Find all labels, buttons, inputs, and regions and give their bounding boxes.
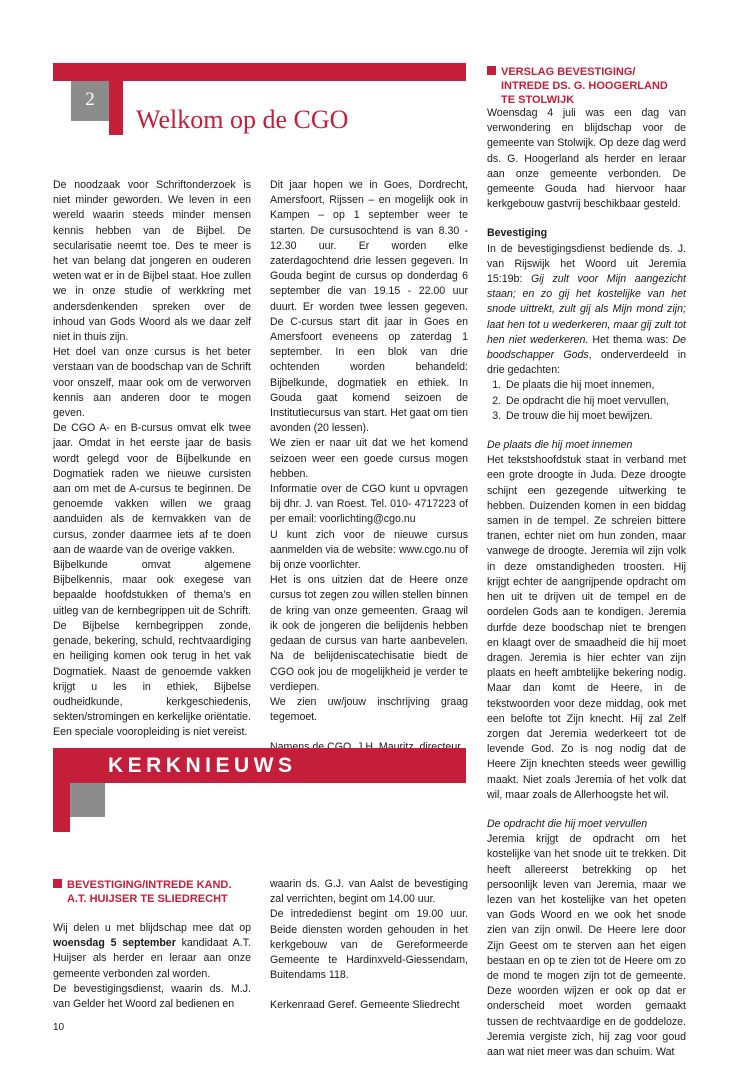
verslag-paragraph: Het tekstshoofdstuk staat in verband met een grote droogte in Juda. Deze droogte schijnt een gezegende uitwerking te hebben. Duizenden komen in een biddag samen in de tempel. Ze schreien bittere tranen, echter niet om hun zonden, maar vanwege de droogte. Jeremia wil zijn volk in deze omstandigheden troosten. Hij krijgt echter de aangrijpende opdracht om hen uit te drijven uit de tempel en de oordelen Gods aan te kondigen. Jeremia durfde deze boodschap niet te brengen en klaagt over de smaadheid die hij moet dragen. Jeremia is hier echter van zijn plaats en heeft ambtelijke bekering nodig. Maar dan komt de Heere, in de tekstwoorden voor deze middag, ook met een belofte tot Zijn knecht. Hij zal Zelf zorgen dat Jeremia wederkeert tot de levende God. Zo is nog nodig dat de Heere Zijn knechten steeds weer gewillig maakt. Niet zoals Jeremia of het volk dat wil, maar zoals de Allerhoogste het wil. (487, 454, 686, 801)
welkom-paragraph: U kunt zich voor de nieuwe cursus aanmelden via de website: www.cgo.nu of bij onze voorlichter. (270, 528, 468, 572)
article-sliedrecht-col2 (270, 877, 468, 1014)
article-heading-sliedrecht: BEVESTIGING/INTREDE KAND. A.T. HUIJSER TE SLIEDRECHT (53, 878, 253, 906)
welkom-paragraph: Het is ons uitzien dat de Heere onze cursus tot zegen zou willen stellen binnen de kring van onze gemeenten. Graag wil ik ook de jongeren die belijdenis hebben gedaan de cursus van harte aanbevelen. Na de belijdeniscatechisatie biedt de CGO ook jou de mogelijkheid je verder te verdiepen. (270, 574, 468, 693)
heading-square-icon (487, 66, 496, 75)
article-paragraph: De intrededienst begint om 19.00 uur. Beide diensten worden gehouden in het kerkgebouw van de Gereformeerde Gemeente te Hardinxveld-Giessendam, Buitendams 118. (270, 908, 468, 982)
verslag-subtitle: De opdracht die hij moet vervullen (487, 817, 648, 830)
thema-points (487, 378, 686, 424)
welkom-paragraph: De CGO A- en B-cursus omvat elk twee jaar. Omdat in het eerste jaar de basis wordt gelegd voor de Bijbelkunde en Dogmatiek raden we nieuwe cursisten aan om met de A-cursus te beginnen. De genoemde vakken willen we graag aanduiden als de kernvakken van de cursus, zonder daarmee iets af te doen aan de waarde van de overige vakken. (53, 422, 251, 556)
list-item: 2. De opdracht die hij moet vervullen, (504, 394, 686, 409)
welkom-paragraph: De noodzaak voor Schriftonderzoek is niet minder geworden. We leven in een wereld waarin steeds minder mensen kennis hebben van de Bijbel. De secularisatie neemt toe. Des te meer is het van belang dat jongeren en ouderen weten wat er in de Bijbel staat. Hoe zullen we in onze studie of werkkring met andersdenkenden spreken over de inhoud van Gods Woord als we daar zelf niet in thuis zijn. (53, 179, 251, 344)
welkom-column-2 (270, 178, 468, 756)
verslag-paragraph: Jeremia krijgt de opdracht om het kostelijke van het snode uit te trekken. Dit heeft allereerst betrekking op het persoonlijk leven van Jeremia, maar we lezen van het kostelijke van het opeten van Gods Woord en we ook het snode zien van zijn onwil. De Heere lere door Zijn Geest om te sterven aan het eigen bestaan en op te zien tot de Heere om zo de mond te mogen zijn tot de gemeente. Deze woorden wijzen er ook op dat er onderscheid moet worden gemaakt tussen de rechtvaardige en de goddeloze. Jeremia vergiste zich, hij zag voor goud aan wat niet meer was dan schuim. Wat (487, 833, 686, 1058)
verslag-subheading: Bevestiging (487, 227, 548, 240)
kerknieuws-title-text: KERKNIEUWS (108, 754, 297, 777)
article-paragraph: Wij delen u met blijdschap mee dat op woensdag 5 september kandidaat A.T. Huijser als herder en leraar aan onze gemeente verbonden zal worden. (53, 922, 251, 980)
welkom-paragraph: We zien er naar uit dat we het komend seizoen weer een goede cursus mogen hebben. (270, 437, 468, 480)
welkom-paragraph: We zien uw/jouw inschrijving graag tegemoet. (270, 695, 468, 724)
article-sliedrecht-col1 (53, 921, 251, 1012)
verslag-heading: VERSLAG BEVESTIGING/ INTREDE DS. G. HOOGERLAND TE STOLWIJK (487, 65, 697, 107)
top-red-band (53, 63, 466, 81)
list-item: 1. De plaats die hij moet innemen, (504, 378, 686, 393)
verslag-paragraph: In de bevestigingsdienst bediende ds. J. van Rijswijk het Woord uit Jeremia 15:19b: Gij zult voor Mijn aangezicht staan; en zo gij het kostelijke van het snode uittrekt, zult gij als Mijn mond zijn; laat hen tot u wederkeren, maar gij zult tot hen niet wederkeren. Het thema was: De boodschapper Gods, onderverdeeld in drie gedachten: (487, 242, 686, 377)
list-item: 3. De trouw die hij moet bewijzen. (504, 409, 686, 424)
article-signature: Kerkenraad Geref. Gemeente Sliedrecht (270, 999, 460, 1012)
verslag-intro: Woensdag 4 juli was een dag van verwondering en blijdschap voor de gemeente van Stolwijk. Op deze dag werd ds. G. Hoogerland als herder en leraar aan onze gemeente verbonden. De gemeente Gouda had hiervoor haar kerkgebouw gastvrij beschikbaar gesteld. (487, 107, 686, 211)
article-paragraph: De bevestigingsdienst, waarin ds. M.J. van Gelder het Woord zal bedienen en (53, 982, 251, 1011)
article-paragraph: waarin ds. G.J. van Aalst de bevestiging zal verrichten, begint om 14.00 uur. (270, 878, 468, 906)
kerknieuws-left-bar (53, 783, 70, 832)
welkom-column-1 (53, 178, 251, 741)
verslag-body (487, 106, 686, 1060)
welkom-paragraph: Informatie over de CGO kunt u opvragen bij dhr. J. van Roest. Tel. 010- 4717223 of per email: voorlichting@cgo.nu (270, 483, 468, 526)
welkom-paragraph: Bijbelkunde omvat algemene Bijbelkennis, maar ook exegese van bepaalde hoofdstukken of thema’s en uitleg van de kernbegrippen uit de Schrift. De Bijbelse kernbegrippen zonde, genade, bekering, schuld, rechtvaardiging en heiliging komen ook terug in het vak Dogmatiek. Naast de genoemde vakken krijgt u les in ethiek, Bijbelse oudheidkunde, kerkgeschiedenis, sekten/stromingen en kerkelijke oriëntatie. Een speciale vooropleiding is niet vereist. (53, 559, 251, 739)
page-number: 10 (53, 1022, 65, 1033)
kerknieuws-title (108, 748, 297, 783)
page-title: Welkom op de CGO (136, 105, 349, 134)
kerknieuws-gray-box (70, 783, 105, 817)
welkom-paragraph: Dit jaar hopen we in Goes, Dordrecht, Amersfoort, Rijssen – en mogelijk ook in Kampen – op 1 september weer te starten. De cursusochtend is van 8.30 - 12.30 uur. Er worden elke zaterdagochtend drie lessen gegeven. In Gouda begint de cursus op donderdag 6 september die van 19.15 - 22.00 uur duurt. Er worden twee lessen gegeven. De C-cursus start dit jaar in Goes en Amersfoort eveneens op zaterdag 1 september. In een blok van drie ochtenden worden behandeld: Bijbelkunde, dogmatiek en ethiek. In Gouda gaat komend seizoen de Institutiecursus van start. Het gaat om tien avonden (20 lessen). (270, 179, 468, 435)
red-corner-bar (109, 81, 123, 135)
heading-square-icon (53, 879, 62, 888)
verslag-subtitle: De plaats die hij moet innemen (487, 439, 633, 452)
welkom-paragraph: Het doel van onze cursus is het beter verstaan van de boodschap van de Schrift voor onszelf, maar ook om de verworven kennis aan anderen door te mogen geven. (53, 346, 251, 420)
section-number: 2 (85, 89, 95, 110)
